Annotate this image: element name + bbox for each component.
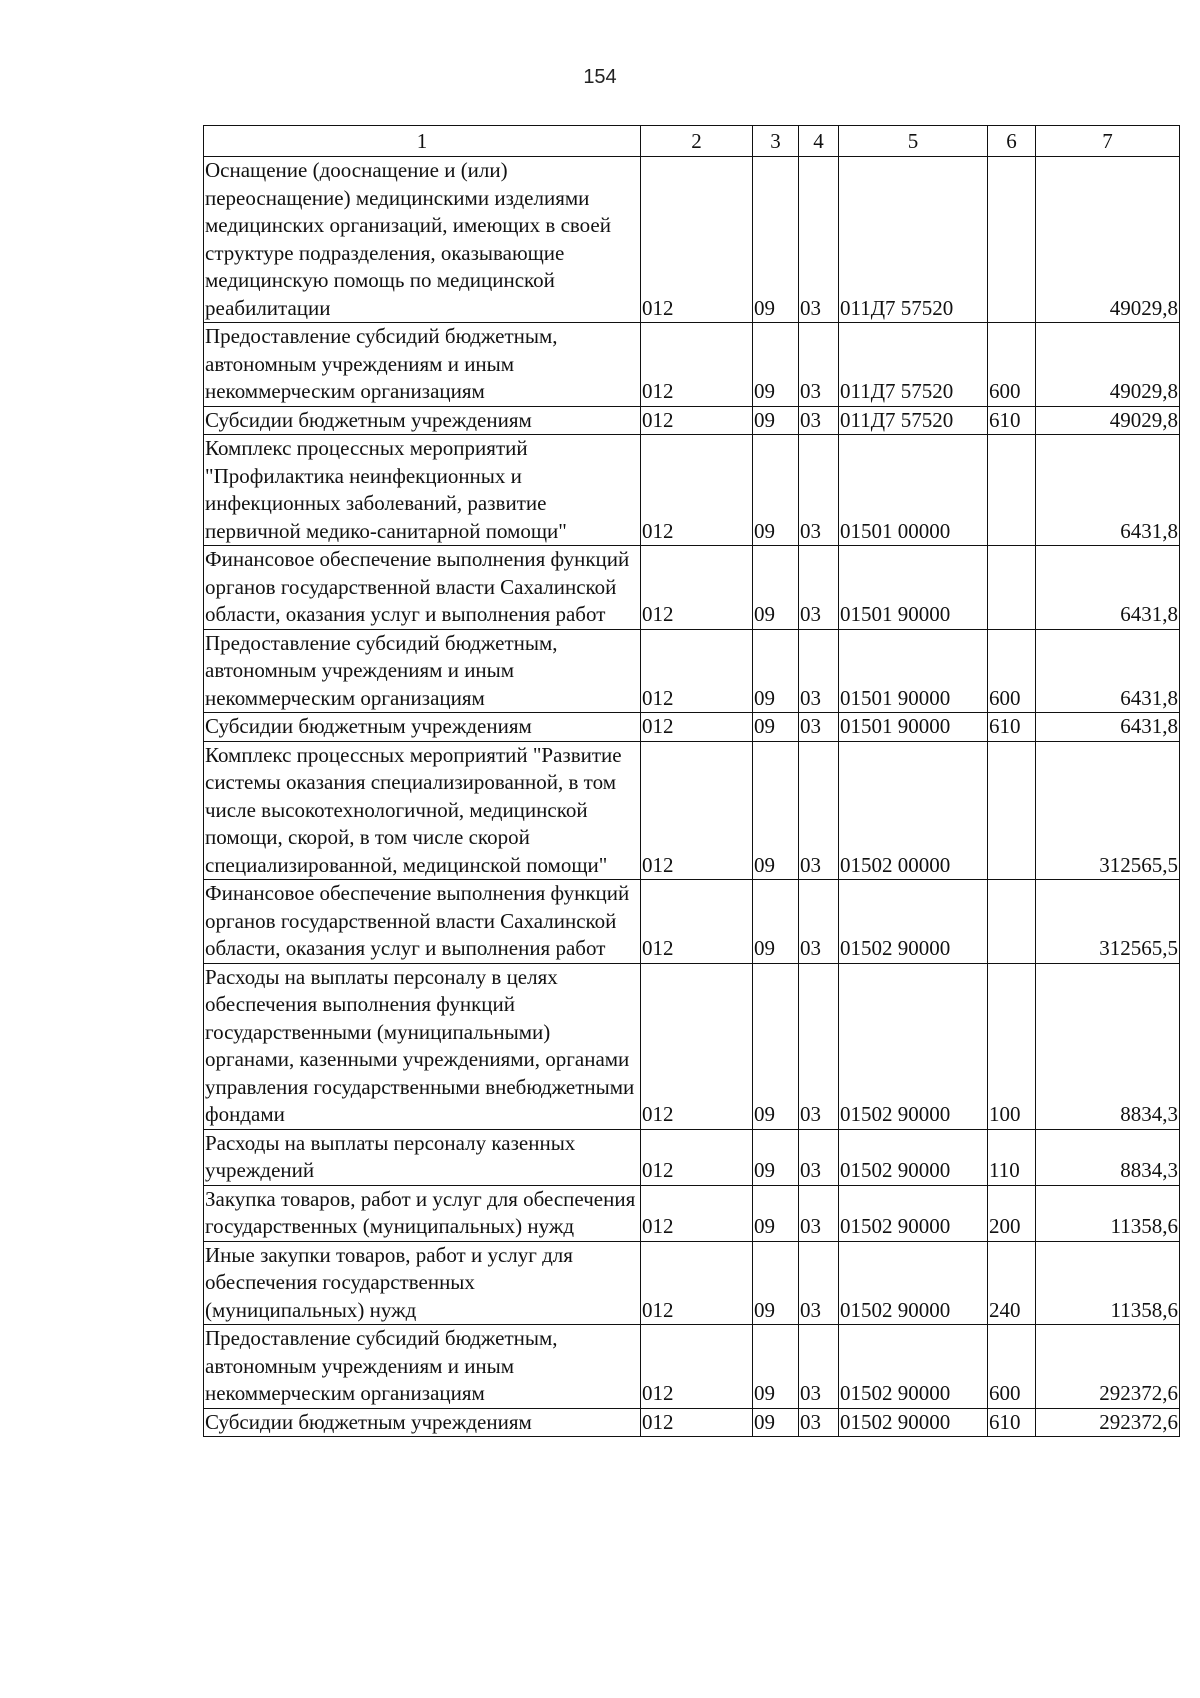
expense-name-cell: Предоставление субсидий бюджетным, автономным учреждениям и иным некоммерческим организациям	[204, 323, 641, 407]
amount-cell: 312565,5	[1036, 741, 1180, 880]
subsection-code-cell: 03	[799, 546, 839, 630]
table-row	[204, 435, 1180, 546]
header-col-5: 5	[839, 126, 988, 157]
subsection-code-cell: 03	[799, 1241, 839, 1325]
amount-cell: 292372,6	[1036, 1325, 1180, 1409]
subsection-code-cell: 03	[799, 157, 839, 323]
table-row	[204, 629, 1180, 713]
subsection-code-cell: 03	[799, 1408, 839, 1437]
amount-cell: 49029,8	[1036, 406, 1180, 435]
amount-cell: 8834,3	[1036, 963, 1180, 1129]
table-row	[204, 323, 1180, 407]
section-code-cell: 09	[753, 713, 799, 742]
section-code-cell: 09	[753, 741, 799, 880]
target-article-cell: 01501 90000	[839, 713, 988, 742]
amount-cell: 11358,6	[1036, 1185, 1180, 1241]
target-article-cell: 011Д7 57520	[839, 157, 988, 323]
budget-table	[203, 125, 1180, 1437]
section-code-cell: 09	[753, 880, 799, 964]
amount-cell: 312565,5	[1036, 880, 1180, 964]
section-code-cell: 09	[753, 1185, 799, 1241]
target-article-cell: 01502 90000	[839, 880, 988, 964]
subsection-code-cell: 03	[799, 713, 839, 742]
section-code-cell: 09	[753, 1129, 799, 1185]
expense-type-cell: 600	[988, 323, 1036, 407]
ministry-code-cell: 012	[641, 546, 753, 630]
ministry-code-cell: 012	[641, 880, 753, 964]
target-article-cell: 01502 90000	[839, 1185, 988, 1241]
header-col-3: 3	[753, 126, 799, 157]
header-col-6: 6	[988, 126, 1036, 157]
expense-name-cell: Комплекс процессных мероприятий "Профилактика неинфекционных и инфекционных заболеваний, развитие первичной медико-санитарной помощи"	[204, 435, 641, 546]
target-article-cell: 01502 90000	[839, 1325, 988, 1409]
subsection-code-cell: 03	[799, 629, 839, 713]
subsection-code-cell: 03	[799, 435, 839, 546]
section-code-cell: 09	[753, 1241, 799, 1325]
target-article-cell: 01502 90000	[839, 963, 988, 1129]
ministry-code-cell: 012	[641, 1325, 753, 1409]
amount-cell: 49029,8	[1036, 323, 1180, 407]
amount-cell: 8834,3	[1036, 1129, 1180, 1185]
expense-type-cell: 200	[988, 1185, 1036, 1241]
target-article-cell: 01502 90000	[839, 1241, 988, 1325]
amount-cell: 6431,8	[1036, 435, 1180, 546]
target-article-cell: 01501 90000	[839, 546, 988, 630]
table-row	[204, 1129, 1180, 1185]
target-article-cell: 01502 90000	[839, 1408, 988, 1437]
table-row	[204, 546, 1180, 630]
table-header	[204, 126, 1180, 157]
header-col-7: 7	[1036, 126, 1180, 157]
expense-name-cell: Комплекс процессных мероприятий "Развитие системы оказания специализированной, в том числе высокотехнологичной, медицинской помощи, скорой, в том числе скорой специализированной, медицинской помощи"	[204, 741, 641, 880]
header-col-4: 4	[799, 126, 839, 157]
ministry-code-cell: 012	[641, 741, 753, 880]
expense-name-cell: Субсидии бюджетным учреждениям	[204, 1408, 641, 1437]
table-row	[204, 1185, 1180, 1241]
amount-cell: 49029,8	[1036, 157, 1180, 323]
subsection-code-cell: 03	[799, 963, 839, 1129]
ministry-code-cell: 012	[641, 1241, 753, 1325]
header-col-2: 2	[641, 126, 753, 157]
section-code-cell: 09	[753, 406, 799, 435]
section-code-cell: 09	[753, 546, 799, 630]
ministry-code-cell: 012	[641, 157, 753, 323]
section-code-cell: 09	[753, 157, 799, 323]
subsection-code-cell: 03	[799, 880, 839, 964]
table-row	[204, 963, 1180, 1129]
section-code-cell: 09	[753, 963, 799, 1129]
table-row	[204, 1325, 1180, 1409]
subsection-code-cell: 03	[799, 1325, 839, 1409]
amount-cell: 6431,8	[1036, 713, 1180, 742]
expense-name-cell: Субсидии бюджетным учреждениям	[204, 406, 641, 435]
target-article-cell: 01501 90000	[839, 629, 988, 713]
subsection-code-cell: 03	[799, 406, 839, 435]
target-article-cell: 011Д7 57520	[839, 323, 988, 407]
expense-type-cell: 610	[988, 406, 1036, 435]
expense-type-cell	[988, 546, 1036, 630]
ministry-code-cell: 012	[641, 1129, 753, 1185]
ministry-code-cell: 012	[641, 1185, 753, 1241]
ministry-code-cell: 012	[641, 963, 753, 1129]
target-article-cell: 01502 00000	[839, 741, 988, 880]
section-code-cell: 09	[753, 435, 799, 546]
expense-name-cell: Иные закупки товаров, работ и услуг для обеспечения государственных (муниципальных) нужд	[204, 1241, 641, 1325]
section-code-cell: 09	[753, 629, 799, 713]
expense-name-cell: Оснащение (дооснащение и (или) переоснащение) медицинскими изделиями медицинских организаций, имеющих в своей структуре подразделения, оказывающие медицинскую помощь по медицинской реабилитации	[204, 157, 641, 323]
ministry-code-cell: 012	[641, 713, 753, 742]
header-col-1: 1	[204, 126, 641, 157]
expense-name-cell: Финансовое обеспечение выполнения функций органов государственной власти Сахалинской области, оказания услуг и выполнения работ	[204, 546, 641, 630]
amount-cell: 11358,6	[1036, 1241, 1180, 1325]
section-code-cell: 09	[753, 1408, 799, 1437]
expense-type-cell	[988, 741, 1036, 880]
table-row	[204, 741, 1180, 880]
expense-name-cell: Расходы на выплаты персоналу в целях обеспечения выполнения функций государственными (муниципальными) органами, казенными учреждениями, органами управления государственными внебюджетными фондами	[204, 963, 641, 1129]
table-row	[204, 713, 1180, 742]
subsection-code-cell: 03	[799, 741, 839, 880]
expense-name-cell: Предоставление субсидий бюджетным, автономным учреждениям и иным некоммерческим организациям	[204, 629, 641, 713]
expense-name-cell: Субсидии бюджетным учреждениям	[204, 713, 641, 742]
expense-name-cell: Предоставление субсидий бюджетным, автономным учреждениям и иным некоммерческим организациям	[204, 1325, 641, 1409]
ministry-code-cell: 012	[641, 629, 753, 713]
target-article-cell: 01501 00000	[839, 435, 988, 546]
expense-name-cell: Расходы на выплаты персоналу казенных учреждений	[204, 1129, 641, 1185]
subsection-code-cell: 03	[799, 1185, 839, 1241]
table-row	[204, 1241, 1180, 1325]
table-row	[204, 406, 1180, 435]
expense-type-cell: 240	[988, 1241, 1036, 1325]
expense-type-cell: 110	[988, 1129, 1036, 1185]
target-article-cell: 01502 90000	[839, 1129, 988, 1185]
header-row	[204, 126, 1180, 157]
expense-type-cell: 100	[988, 963, 1036, 1129]
subsection-code-cell: 03	[799, 323, 839, 407]
expense-type-cell	[988, 880, 1036, 964]
ministry-code-cell: 012	[641, 435, 753, 546]
ministry-code-cell: 012	[641, 323, 753, 407]
amount-cell: 6431,8	[1036, 546, 1180, 630]
page-number: 154	[583, 66, 617, 88]
section-code-cell: 09	[753, 1325, 799, 1409]
section-code-cell: 09	[753, 323, 799, 407]
target-article-cell: 011Д7 57520	[839, 406, 988, 435]
expense-type-cell: 600	[988, 629, 1036, 713]
expense-name-cell: Закупка товаров, работ и услуг для обеспечения государственных (муниципальных) нужд	[204, 1185, 641, 1241]
expense-type-cell	[988, 435, 1036, 546]
amount-cell: 6431,8	[1036, 629, 1180, 713]
table-row	[204, 157, 1180, 323]
expense-type-cell: 610	[988, 1408, 1036, 1437]
expense-type-cell	[988, 157, 1036, 323]
ministry-code-cell: 012	[641, 406, 753, 435]
expense-type-cell: 600	[988, 1325, 1036, 1409]
expense-name-cell: Финансовое обеспечение выполнения функций органов государственной власти Сахалинской области, оказания услуг и выполнения работ	[204, 880, 641, 964]
table-body	[204, 157, 1180, 1437]
table-row	[204, 880, 1180, 964]
expense-type-cell: 610	[988, 713, 1036, 742]
ministry-code-cell: 012	[641, 1408, 753, 1437]
amount-cell: 292372,6	[1036, 1408, 1180, 1437]
subsection-code-cell: 03	[799, 1129, 839, 1185]
table-row	[204, 1408, 1180, 1437]
